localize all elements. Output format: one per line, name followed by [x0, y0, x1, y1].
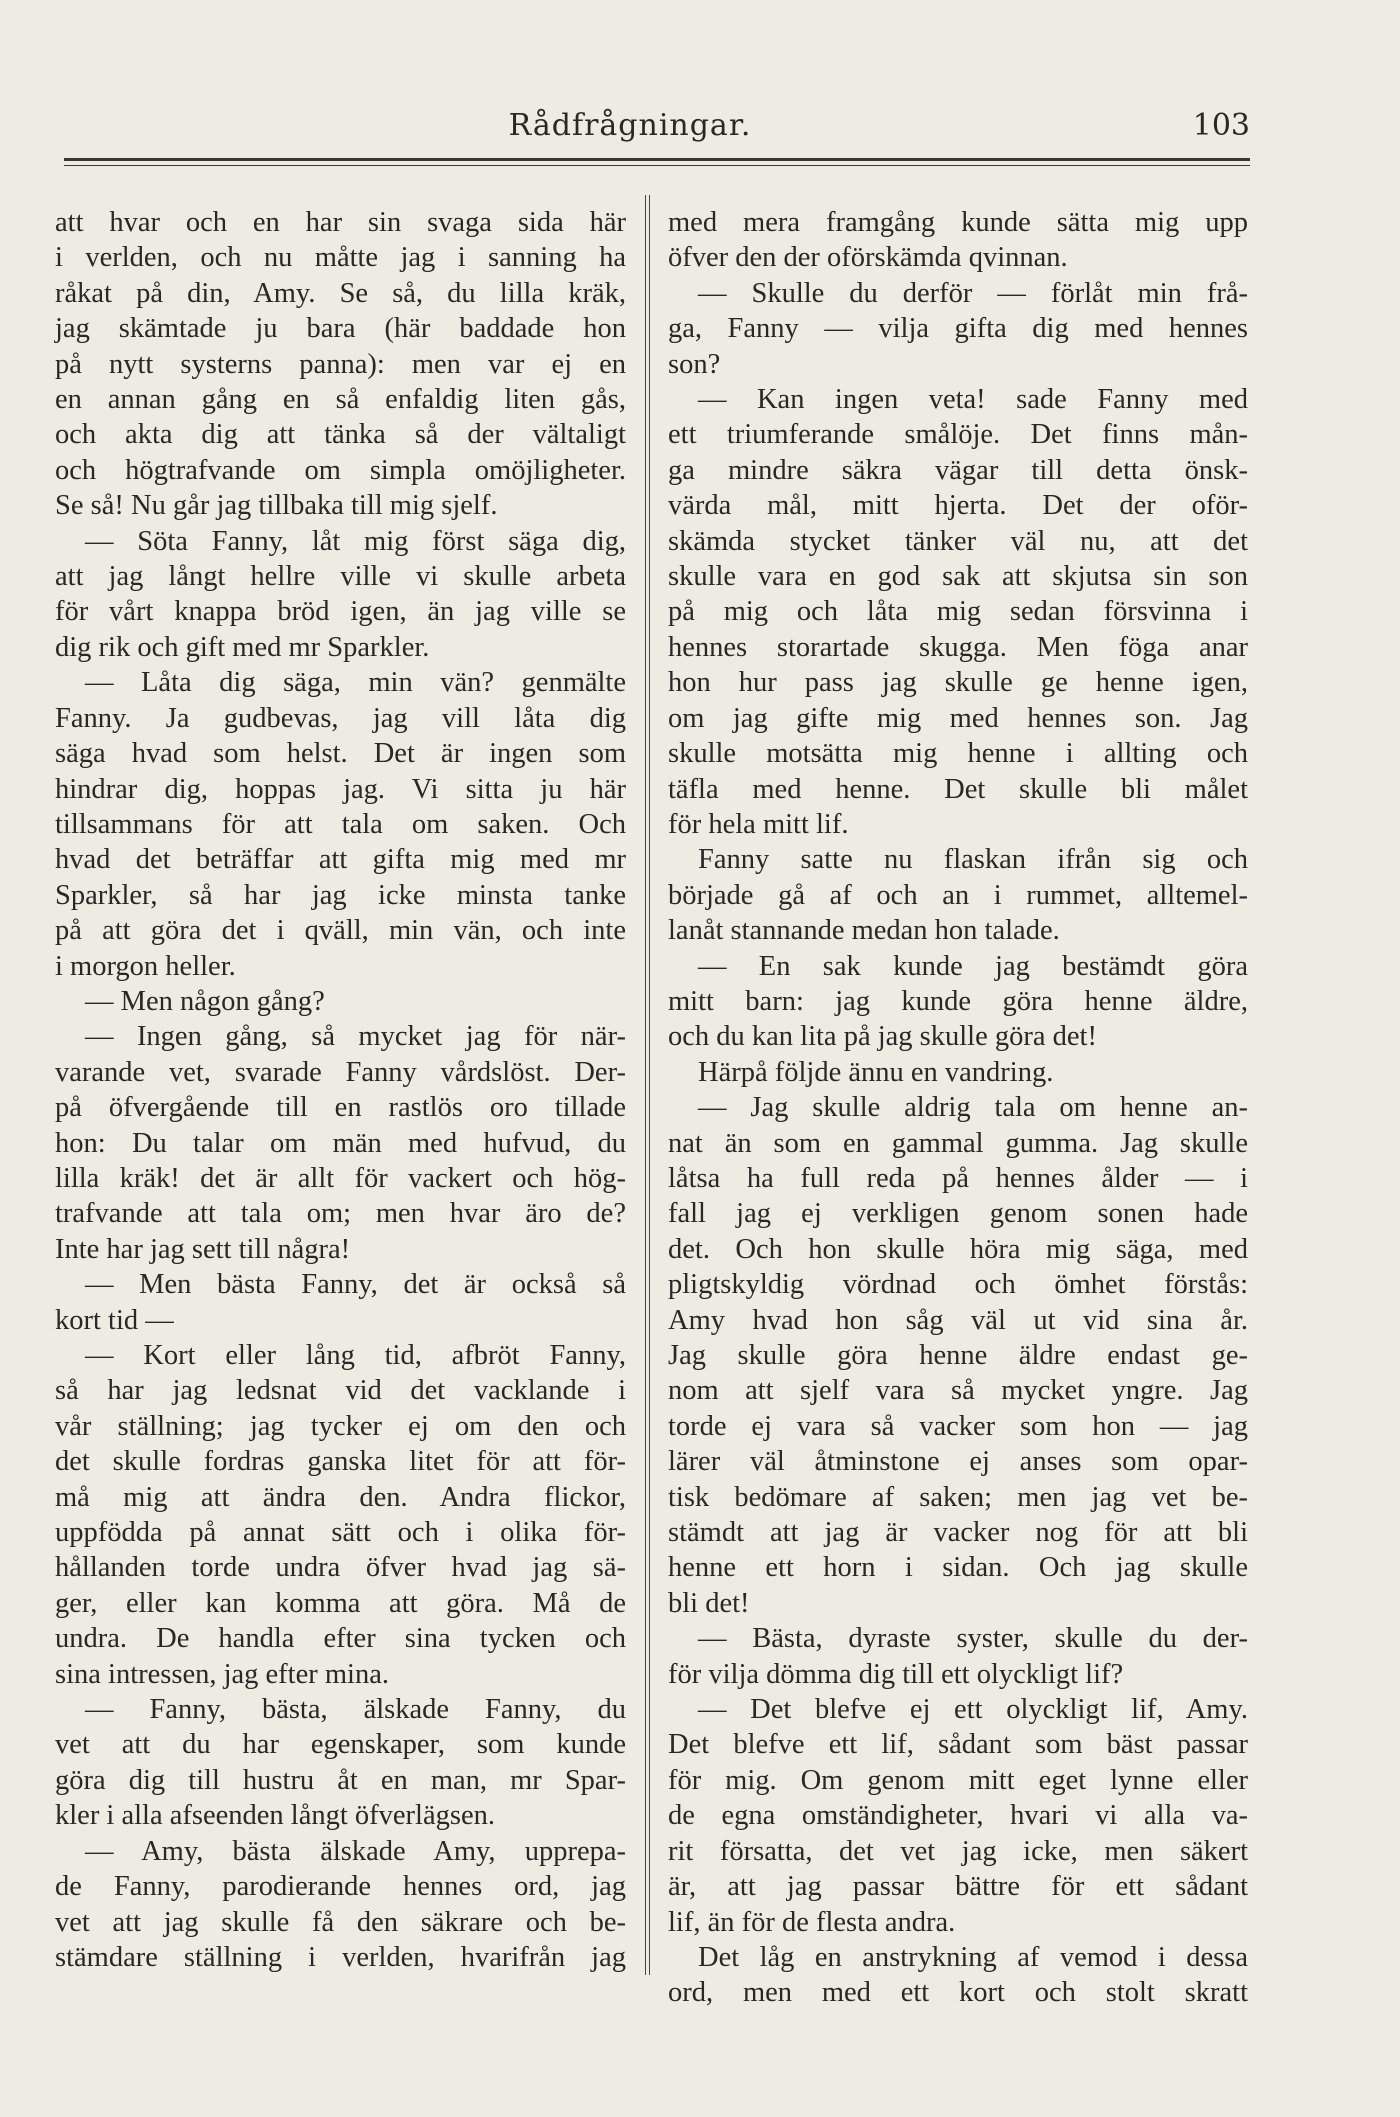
text-line: och du kan lita på jag skulle göra det! — [668, 1021, 1097, 1053]
text-line: för vårt knappa bröd igen, än jag ville se — [55, 596, 626, 628]
text-line: — Amy, bästa älskade Amy, upprepa- — [85, 1835, 626, 1867]
text-line: kort tid — — [55, 1304, 174, 1336]
text-line: må mig att ändra den. Andra flickor, — [55, 1481, 626, 1513]
text-line: en annan gång en så enfaldig liten gås, — [55, 384, 626, 416]
text-line: Amy hvad hon såg väl ut vid sina år. — [668, 1304, 1248, 1336]
text-line: ga mindre säkra vägar till detta önsk- — [668, 454, 1248, 486]
text-line: mitt barn: jag kunde göra henne äldre, — [668, 985, 1248, 1017]
text-line: låtsa ha full reda på hennes ålder — i — [668, 1162, 1248, 1194]
text-line: för hela mitt lif. — [668, 808, 849, 840]
text-line: vet att du har egenskaper, som kunde — [55, 1729, 626, 1761]
text-line: sina intressen, jag efter mina. — [55, 1658, 389, 1690]
text-line: ger, eller kan komma att göra. Må de — [55, 1587, 626, 1619]
text-line: skämda stycket tänker väl nu, att det — [668, 525, 1248, 557]
text-line: — Söta Fanny, låt mig först säga dig, — [85, 525, 626, 557]
text-line: om jag gifte mig med hennes son. Jag — [668, 702, 1248, 734]
text-line: fall jag ej verkligen genom sonen hade — [668, 1198, 1248, 1230]
text-line: trafvande att tala om; men hvar äro de? — [55, 1198, 626, 1230]
header-rule-thick — [64, 158, 1250, 161]
text-line: lanåt stannande medan hon talade. — [668, 915, 1060, 947]
text-line: lif, än för de flesta andra. — [668, 1906, 956, 1938]
text-line: vet att jag skulle få den säkrare och be- — [55, 1906, 626, 1938]
text-line: på öfvergående till en rastlös oro tillade — [55, 1092, 626, 1124]
text-line: Sparkler, så har jag icke minsta tanke — [55, 879, 626, 911]
text-line: — Kort eller lång tid, afbröt Fanny, — [85, 1340, 626, 1371]
text-line: hon: Du talar om män med hufvud, du — [55, 1127, 626, 1159]
text-line: på att göra det i qväll, min vän, och inte — [55, 915, 626, 947]
text-line: — Skulle du derför — förlåt min frå- — [698, 277, 1248, 309]
running-title: Rådfrågningar. — [508, 108, 752, 143]
text-line: de Fanny, parodierande hennes ord, jag — [55, 1871, 626, 1903]
text-line: — En sak kunde jag bestämdt göra — [698, 950, 1248, 982]
text-line: Det blefve ett lif, sådant som bäst passar — [668, 1729, 1248, 1761]
text-line: för mig. Om genom mitt eget lynne eller — [668, 1764, 1248, 1796]
text-line: — Kan ingen veta! sade Fanny med — [698, 384, 1248, 416]
text-line: är, att jag passar bättre för ett sådant — [668, 1871, 1248, 1903]
text-line: det skulle fordras ganska litet för att för- — [55, 1446, 626, 1478]
column-divider — [645, 195, 646, 1975]
text-line: Härpå följde ännu en vandring. — [698, 1056, 1054, 1088]
text-line: skulle motsätta mig henne i allting och — [668, 738, 1248, 770]
text-line: — Låta dig säga, min vän? genmälte — [85, 667, 626, 699]
text-line: — Men bästa Fanny, det är också så — [85, 1269, 626, 1301]
text-line: hindrar dig, hoppas jag. Vi sitta ju här — [55, 773, 626, 805]
text-line: dig rik och gift med mr Sparkler. — [55, 631, 430, 663]
text-line: och akta dig att tänka så der vältaligt — [55, 419, 626, 451]
text-line: — Fanny, bästa, älskade Fanny, du — [85, 1694, 626, 1726]
text-line: hvad det beträffar att gifta mig med mr — [55, 844, 626, 876]
text-line: — Jag skulle aldrig tala om henne an- — [698, 1092, 1248, 1124]
text-line: hon hur pass jag skulle ge henne igen, — [668, 667, 1248, 699]
text-line: och högtrafvande om simpla omöjligheter. — [55, 454, 626, 486]
text-line: torde ej vara så vacker som hon — jag — [668, 1410, 1248, 1442]
text-line: — Men någon gång? — [85, 985, 325, 1017]
text-line: nat än som en gammal gumma. Jag skulle — [668, 1127, 1248, 1159]
text-line: rit försatta, det vet jag icke, men säkert — [668, 1835, 1248, 1867]
text-line: ord, men med ett kort och stolt skratt — [668, 1977, 1248, 2009]
text-line: — Bästa, dyraste syster, skulle du der- — [698, 1623, 1248, 1655]
text-line: täfla med henne. Det skulle bli målet — [668, 773, 1248, 805]
text-line: uppfödda på annat sätt och i olika för- — [55, 1517, 626, 1549]
text-line: nom att sjelf vara så mycket yngre. Jag — [668, 1375, 1248, 1407]
text-line: varande vet, svarade Fanny vårdslöst. Der- — [55, 1056, 626, 1088]
text-line: så har jag ledsnat vid det vacklande i — [55, 1375, 626, 1407]
text-line: stämdt att jag är vacker nog för att bli — [668, 1517, 1248, 1549]
text-line: på nytt systerns panna): men var ej en — [55, 348, 626, 380]
text-line: värda mål, mitt hjerta. Det der oför- — [668, 490, 1248, 522]
text-line: öfver den der oförskämda qvinnan. — [668, 242, 1068, 274]
text-line: hennes storartade skugga. Men föga anar — [668, 631, 1248, 663]
text-line: pligtskyldig vördnad och ömhet förstås: — [668, 1269, 1248, 1301]
text-line: det. Och hon skulle höra mig säga, med — [668, 1233, 1248, 1265]
text-line: på mig och låta mig sedan försvinna i — [668, 596, 1248, 628]
text-line: jag skämtade ju bara (här baddade hon — [55, 313, 626, 345]
text-line: för vilja dömma dig till ett olyckligt lif? — [668, 1658, 1124, 1690]
text-line: med mera framgång kunde sätta mig upp — [668, 207, 1248, 238]
text-line: lilla kräk! det är allt för vackert och hög- — [55, 1162, 626, 1194]
text-line: lärer väl åtminstone ej anses som opar- — [668, 1446, 1248, 1478]
text-line: göra dig till hustru åt en man, mr Spar- — [55, 1764, 626, 1796]
text-line: bli det! — [668, 1587, 750, 1619]
page-number: 103 — [1192, 108, 1250, 143]
left-text-column — [55, 205, 626, 1975]
right-text-column — [668, 205, 1248, 2011]
header-rule-thin — [64, 165, 1250, 166]
text-line: — Det blefve ej ett olyckligt lif, Amy. — [698, 1694, 1248, 1726]
text-line: undra. De handla efter sina tycken och — [55, 1623, 626, 1655]
text-line: i morgon heller. — [55, 950, 236, 982]
text-line: son? — [668, 348, 721, 380]
text-line: Se så! Nu går jag tillbaka till mig sjelf. — [55, 490, 498, 522]
text-line: — Ingen gång, så mycket jag för när- — [85, 1021, 626, 1053]
text-line: vår ställning; jag tycker ej om den och — [55, 1410, 626, 1442]
text-line: Fanny. Ja gudbevas, jag vill låta dig — [55, 702, 626, 734]
text-line: hållanden torde undra öfver hvad jag sä- — [55, 1552, 626, 1584]
column-divider — [649, 195, 650, 1975]
text-line: tillsammans för att tala om saken. Och — [55, 808, 626, 840]
text-line: i verlden, och nu måtte jag i sanning ha — [55, 242, 626, 274]
text-line: stämdare ställning i verlden, hvarifrån jag — [55, 1941, 626, 1973]
text-line: kler i alla afseenden långt öfverlägsen. — [55, 1800, 495, 1832]
text-line: att hvar och en har sin svaga sida här — [55, 207, 626, 238]
text-line: Fanny satte nu flaskan ifrån sig och — [698, 844, 1248, 876]
text-line: Det låg en anstrykning af vemod i dessa — [698, 1941, 1248, 1973]
text-line: började gå af och an i rummet, alltemel- — [668, 879, 1248, 911]
text-line: råkat på din, Amy. Se så, du lilla kräk, — [55, 277, 626, 309]
text-line: Inte har jag sett till några! — [55, 1233, 351, 1265]
text-line: henne ett horn i sidan. Och jag skulle — [668, 1552, 1248, 1584]
text-line: att jag långt hellre ville vi skulle arbeta — [55, 561, 626, 593]
text-line: säga hvad som helst. Det är ingen som — [55, 738, 626, 770]
text-line: ga, Fanny — vilja gifta dig med hennes — [668, 313, 1248, 345]
text-line: skulle vara en god sak att skjutsa sin son — [668, 561, 1248, 593]
text-line: de egna omständigheter, hvari vi alla va- — [668, 1800, 1248, 1832]
text-line: Jag skulle göra henne äldre endast ge- — [668, 1340, 1248, 1371]
text-line: ett triumferande smålöje. Det finns mån- — [668, 419, 1248, 451]
text-line: tisk bedömare af saken; men jag vet be- — [668, 1481, 1248, 1513]
